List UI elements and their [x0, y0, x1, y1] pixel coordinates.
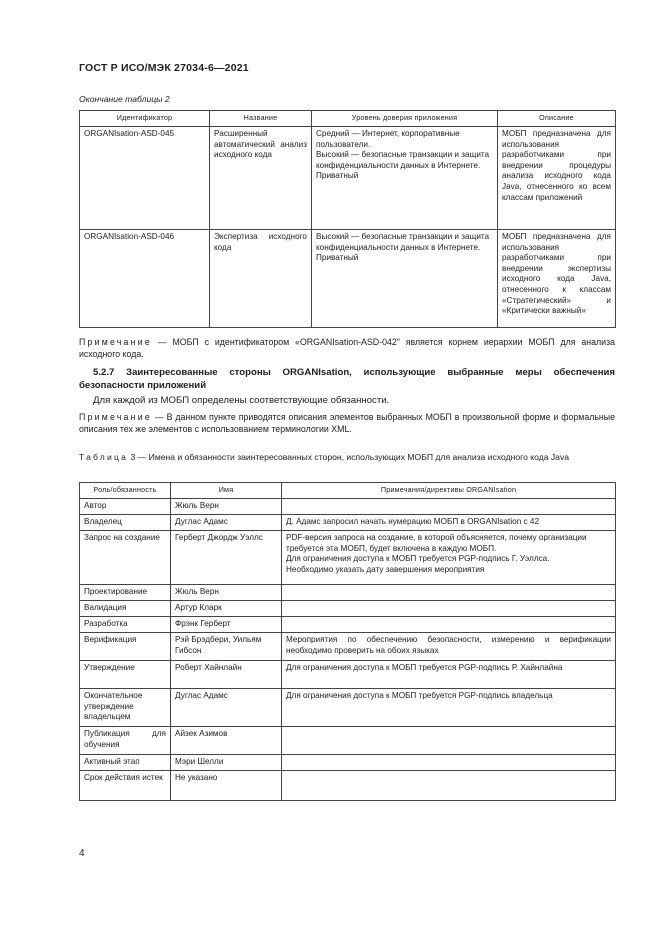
table2-header-row — [80, 111, 616, 127]
table2 — [79, 110, 616, 328]
table3-cell-name: Герберт Джордж Уэллс — [171, 531, 282, 585]
table2-header-name: Название — [210, 111, 312, 127]
table3-cell-notes — [282, 585, 616, 601]
table3-cell-notes — [282, 755, 616, 771]
table-row — [80, 127, 616, 230]
table3-header-row — [80, 483, 616, 499]
table-row — [80, 771, 616, 801]
table-row — [80, 515, 616, 531]
table3-cell-role: Автор — [80, 499, 171, 515]
table3-cell-name: Не указано — [171, 771, 282, 801]
table2-header-trust: Уровень доверия приложения — [312, 111, 498, 127]
table3-cell-name: Айзек Азимов — [171, 727, 282, 755]
note-1 — [79, 337, 615, 360]
table-row — [80, 689, 616, 727]
table3-cell-role: Верификация — [80, 633, 171, 661]
table3-cell-role: Запрос на создание — [80, 531, 171, 585]
table3-cell-notes: Для ограничения доступа к МОБП требуется PGP-подпись владельца — [282, 689, 616, 727]
note-2-text: — В данном пункте приводятся описания элементов выбранных МОБП в произвольной форме и формальные описания тех же элементов с использованием терминологии XML. — [79, 412, 615, 434]
table3-header-role: Роль/обязанность — [80, 483, 171, 499]
table2-cell-desc: МОБП предназначена для использования разработчиками при внедрении экспертизы исходного кода Java, отнесенного к классам «Стратегический» и «Критически важный» — [498, 230, 616, 328]
table3-cell-notes: Для ограничения доступа к МОБП требуется PGP-подпись Р. Хайнлайна — [282, 661, 616, 689]
table3-cell-name: Жюль Верн — [171, 499, 282, 515]
table2-cell-id: ORGANIsation-ASD-045 — [80, 127, 210, 230]
note-2-label: Примечание — [79, 412, 152, 422]
table2-header-desc: Описание — [498, 111, 616, 127]
note-2 — [79, 412, 615, 435]
table-row — [80, 617, 616, 633]
table3-cell-name: Жюль Верн — [171, 585, 282, 601]
section-heading: 5.2.7 Заинтересованные стороны ORGANIsation, использующие выбранные меры обеспечения безопасности приложений — [79, 367, 615, 391]
table3-cell-role: Проектирование — [80, 585, 171, 601]
table-row — [80, 531, 616, 585]
table3-cell-notes: PDF-версия запроса на создание, в которой объясняется, почему организации требуется эта МОБП, будет включена в каждую МОБП. Для ограничения доступа к МОБП требуется PGP-подпись Г. Уэллса. Необходимо указать дату завершения мероприятия — [282, 531, 616, 585]
table3-cell-role: Разработка — [80, 617, 171, 633]
table-row — [80, 585, 616, 601]
table2-cell-trust: Высокий — безопасные транзакции и защита конфиденциальности данных в Интернете. Приватный — [312, 230, 498, 328]
table3-cell-role: Срок действия истек — [80, 771, 171, 801]
table3 — [79, 482, 616, 801]
table3-cell-notes: Мероприятия по обеспечению безопасности, измерению и верификации необходимо проверить на обоих языках — [282, 633, 616, 661]
table2-cell-name: Экспертиза исходного кода — [210, 230, 312, 328]
table3-cell-name: Рэй Брэдбери, Уильям Гибсон — [171, 633, 282, 661]
table-row — [80, 230, 616, 328]
section-body: Для каждой из МОБП определены соответствующие обязанности. — [93, 395, 390, 406]
table3-cell-name: Мэри Шелли — [171, 755, 282, 771]
table3-caption-label: Таблица — [79, 452, 129, 462]
table3-cell-role: Окончательное утверждение владельцем — [80, 689, 171, 727]
table3-header-name: Имя — [171, 483, 282, 499]
table3-cell-notes — [282, 499, 616, 515]
table-row — [80, 499, 616, 515]
table3-cell-name: Дуглас Адамс — [171, 689, 282, 727]
table3-cell-notes — [282, 727, 616, 755]
note-1-label: Примечание — [79, 337, 152, 347]
table2-cell-desc: МОБП предназначена для использования разработчиками при внедрении процедуры анализа исходного кода Java, отнесенного ко всем классам приложений — [498, 127, 616, 230]
page-number: 4 — [79, 848, 85, 859]
table2-cell-name: Расширенный автоматический анализ исходного кода — [210, 127, 312, 230]
table-row — [80, 661, 616, 689]
note-1-text: — МОБП с идентификатором «ORGANIsation-ASD-042" является корнем иерархии МОБП для анализа исходного кода. — [79, 337, 615, 359]
table3-caption-text: 3 — Имена и обязанности заинтересованных сторон, использующих МОБП для анализа исходного кода Java — [128, 452, 570, 462]
table3-caption — [79, 452, 615, 464]
table2-caption: Окончание таблицы 2 — [79, 94, 170, 104]
table-row — [80, 727, 616, 755]
table3-cell-name: Дуглас Адамс — [171, 515, 282, 531]
table3-cell-role: Активный этап — [80, 755, 171, 771]
table3-cell-notes — [282, 617, 616, 633]
table2-cell-id: ORGANIsation-ASD-046 — [80, 230, 210, 328]
table2-cell-trust: Средний — Интернет, корпоративные пользователи. Высокий — безопасные транзакции и защита конфиденциальности данных в Интернете. Приватный — [312, 127, 498, 230]
table3-cell-name: Фрэнк Герберт — [171, 617, 282, 633]
table3-cell-notes — [282, 601, 616, 617]
table3-cell-role: Утверждение — [80, 661, 171, 689]
table3-cell-role: Публикация для обучения — [80, 727, 171, 755]
table3-cell-name: Роберт Хайнлайн — [171, 661, 282, 689]
table-row — [80, 755, 616, 771]
table3-header-notes: Примечания/директивы ORGANIsation — [282, 483, 616, 499]
table3-cell-notes — [282, 771, 616, 801]
table2-header-id: Идентификатор — [80, 111, 210, 127]
table3-cell-role: Владелец — [80, 515, 171, 531]
table-row — [80, 633, 616, 661]
table3-cell-name: Артур Кларк — [171, 601, 282, 617]
table3-cell-role: Валидация — [80, 601, 171, 617]
table-row — [80, 601, 616, 617]
document-title: ГОСТ Р ИСО/МЭК 27034-6—2021 — [79, 62, 249, 74]
table3-cell-notes: Д. Адамс запросил начать нумерацию МОБП в ORGANIsation с 42 — [282, 515, 616, 531]
